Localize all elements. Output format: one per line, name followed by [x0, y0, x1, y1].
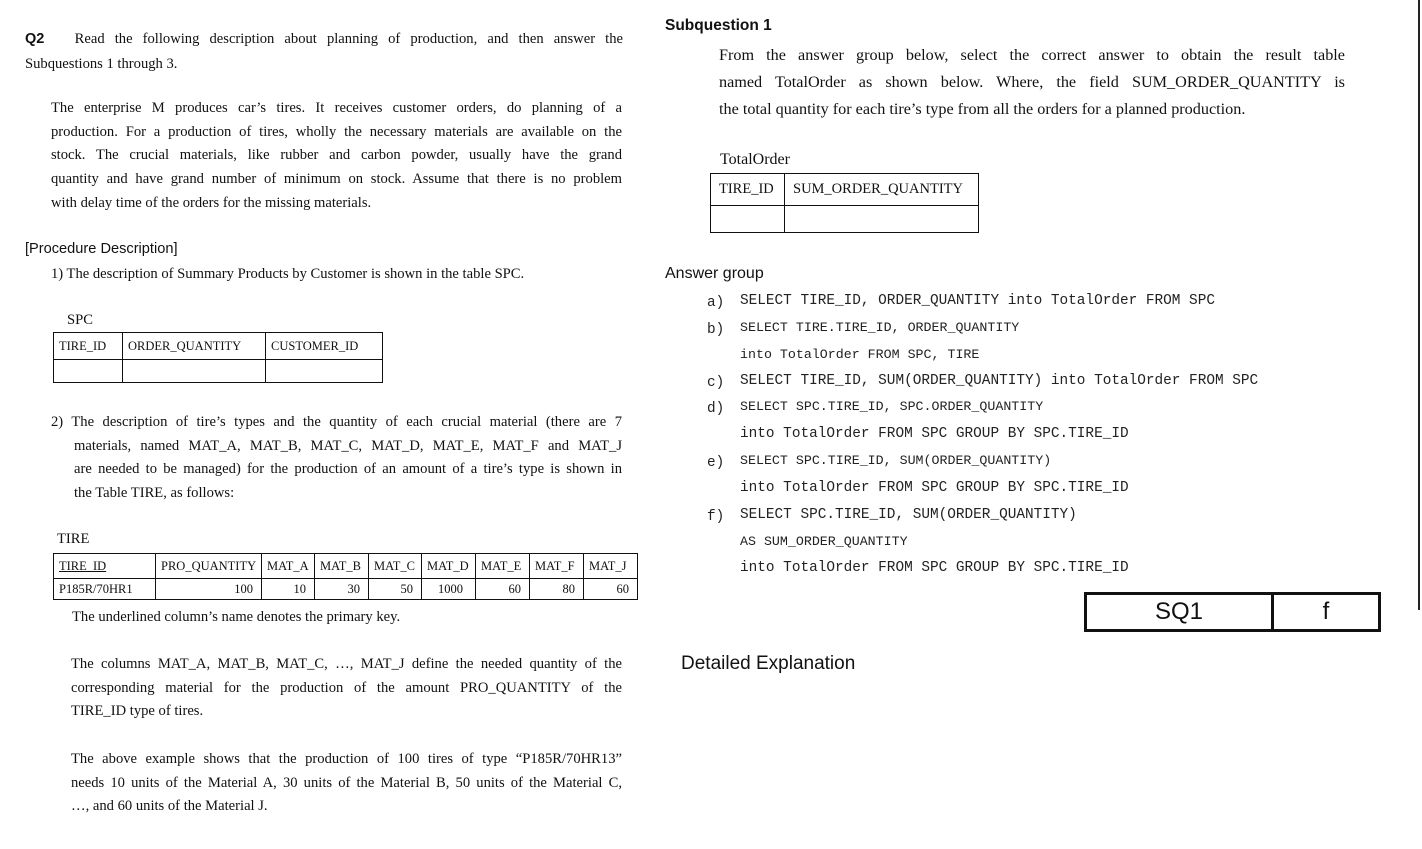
subquestion-heading: Subquestion 1 — [665, 17, 772, 34]
totalorder-col-header: TIRE_ID — [711, 174, 785, 206]
intro-line: with delay time of the orders for the missing materials. — [51, 194, 372, 211]
subquestion-description — [719, 42, 1345, 122]
tire-cell: 10 — [262, 579, 315, 600]
option-label: a) — [707, 295, 725, 311]
option-code-line: into TotalOrder FROM SPC GROUP BY SPC.TIRE_ID — [740, 480, 1129, 496]
tire-col-header: TIRE_ID — [54, 554, 156, 579]
tire-col-header: MAT_A — [262, 554, 315, 579]
question-intro-line: Subquestions 1 through 3. — [25, 55, 178, 72]
spc-col-header: TIRE_ID — [54, 333, 123, 360]
spc-empty-cell — [123, 360, 266, 383]
columns-note — [71, 653, 622, 724]
example-note — [71, 748, 622, 819]
columns-note-line: TIRE_ID type of tires. — [71, 703, 204, 720]
example-note-line: The above example shows that the production of 100 tires of type “P185R/70HR13” — [71, 751, 622, 767]
option-label: f) — [707, 509, 725, 525]
totalorder-table-title: TotalOrder — [720, 151, 790, 168]
totalorder-empty-cell — [785, 206, 979, 233]
tire-cell: 60 — [584, 579, 638, 600]
intro-line: stock. The crucial materials, like rubber and carbon powder, usually have the grand — [51, 147, 622, 164]
answer-box — [1084, 592, 1381, 632]
tire-cell: 1000 — [422, 579, 476, 600]
spc-col-header: CUSTOMER_ID — [266, 333, 383, 360]
tire-col-header: MAT_J — [584, 554, 638, 579]
item2-line: the Table TIRE, as follows: — [74, 485, 235, 502]
item2-line: materials, named MAT_A, MAT_B, MAT_C, MAT_D, MAT_E, MAT_F and MAT_J — [74, 437, 622, 454]
answer-option-c — [707, 373, 1259, 391]
columns-note-line: corresponding material for the production of the amount PRO_QUANTITY of the — [71, 679, 622, 696]
intro-paragraph — [51, 97, 622, 216]
intro-line: production. For a production of tires, wholly the necessary materials are available on the — [51, 123, 622, 140]
option-label: d) — [707, 401, 725, 417]
answer-option-b — [707, 320, 1020, 362]
intro-line: quantity and have grand number of minimum on stock. Assume that there is no problem — [51, 171, 622, 188]
item2-line: are needed to be managed) for the production of an amount of a tire’s type is shown in — [74, 461, 622, 478]
option-code-line: into TotalOrder FROM SPC, TIRE — [740, 347, 980, 362]
option-label: e) — [707, 455, 725, 471]
tire-col-header: MAT_C — [369, 554, 422, 579]
answer-option-e — [707, 453, 1129, 496]
option-code-line: SELECT TIRE_ID, SUM(ORDER_QUANTITY) into TotalOrder FROM SPC — [740, 373, 1259, 389]
desc-line: the total quantity for each tire’s type from all the orders for a planned production. — [719, 99, 1246, 118]
option-code-line: SELECT TIRE_ID, ORDER_QUANTITY into TotalOrder FROM SPC — [740, 293, 1215, 309]
procedure-item-1: 1) The description of Summary Products by Customer is shown in the table SPC. — [51, 266, 525, 282]
tire-col-header: MAT_B — [315, 554, 369, 579]
option-code-line: into TotalOrder FROM SPC GROUP BY SPC.TIRE_ID — [740, 426, 1129, 442]
question-intro-line: Read the following description about planning of production, and then answer the — [74, 31, 623, 47]
answer-group-label: Answer group — [665, 265, 764, 282]
tire-col-header: MAT_F — [530, 554, 584, 579]
spc-table — [53, 332, 383, 383]
option-code-line: into TotalOrder FROM SPC GROUP BY SPC.TIRE_ID — [740, 560, 1129, 576]
answer-option-d — [707, 399, 1129, 442]
answer-box-value: f — [1322, 598, 1330, 625]
spc-col-header: ORDER_QUANTITY — [123, 333, 266, 360]
tire-cell: 100 — [156, 579, 262, 600]
detailed-explanation-label: Detailed Explanation — [681, 653, 856, 674]
option-code-line: AS SUM_ORDER_QUANTITY — [740, 534, 908, 549]
desc-line: From the answer group below, select the correct answer to obtain the result table — [719, 46, 1345, 64]
tire-col-header: MAT_E — [476, 554, 530, 579]
example-note-line: …, and 60 units of the Material J. — [71, 798, 268, 815]
totalorder-empty-cell — [711, 206, 785, 233]
page-edge-divider — [1418, 0, 1420, 610]
answer-box-label: SQ1 — [1087, 595, 1274, 629]
spc-table-title: SPC — [67, 312, 93, 328]
tire-cell: 60 — [476, 579, 530, 600]
tire-cell: 80 — [530, 579, 584, 600]
option-code-line: SELECT SPC.TIRE_ID, SUM(ORDER_QUANTITY) — [740, 507, 1077, 523]
tire-cell: 30 — [315, 579, 369, 600]
question-number: Q2 — [25, 31, 45, 47]
columns-note-line: The columns MAT_A, MAT_B, MAT_C, …, MAT_J define the needed quantity of the — [71, 656, 622, 672]
option-label: c) — [707, 375, 725, 391]
intro-line: The enterprise M produces car’s tires. It receives customer orders, do planning of a — [51, 100, 622, 116]
option-label: b) — [707, 322, 725, 338]
tire-table-title: TIRE — [57, 531, 90, 547]
procedure-item-2 — [51, 411, 622, 506]
tire-cell: 50 — [369, 579, 422, 600]
desc-line: named TotalOrder as shown below. Where, the field SUM_ORDER_QUANTITY is — [719, 72, 1345, 91]
option-code-line: SELECT SPC.TIRE_ID, SPC.ORDER_QUANTITY — [740, 399, 1044, 414]
option-code-line: SELECT SPC.TIRE_ID, SUM(ORDER_QUANTITY) — [740, 453, 1052, 468]
spc-empty-cell — [54, 360, 123, 383]
answer-option-f — [707, 507, 1129, 576]
example-note-line: needs 10 units of the Material A, 30 units of the Material B, 50 units of the Material C, — [71, 774, 622, 791]
tire-col-header: PRO_QUANTITY — [156, 554, 262, 579]
spc-empty-cell — [266, 360, 383, 383]
question-header — [25, 27, 623, 76]
totalorder-col-header: SUM_ORDER_QUANTITY — [785, 174, 979, 206]
totalorder-table — [710, 173, 979, 233]
item2-line: 2) The description of tire’s types and the quantity of each crucial material (there are 7 — [51, 414, 622, 430]
tire-cell: P185R/70HR1 — [54, 579, 156, 600]
primary-key-note: The underlined column’s name denotes the primary key. — [72, 609, 401, 625]
tire-col-header: MAT_D — [422, 554, 476, 579]
option-code-line: SELECT TIRE.TIRE_ID, ORDER_QUANTITY — [740, 320, 1020, 335]
procedure-heading: [Procedure Description] — [25, 241, 178, 257]
answer-option-a — [707, 293, 1215, 311]
tire-table — [53, 553, 638, 600]
